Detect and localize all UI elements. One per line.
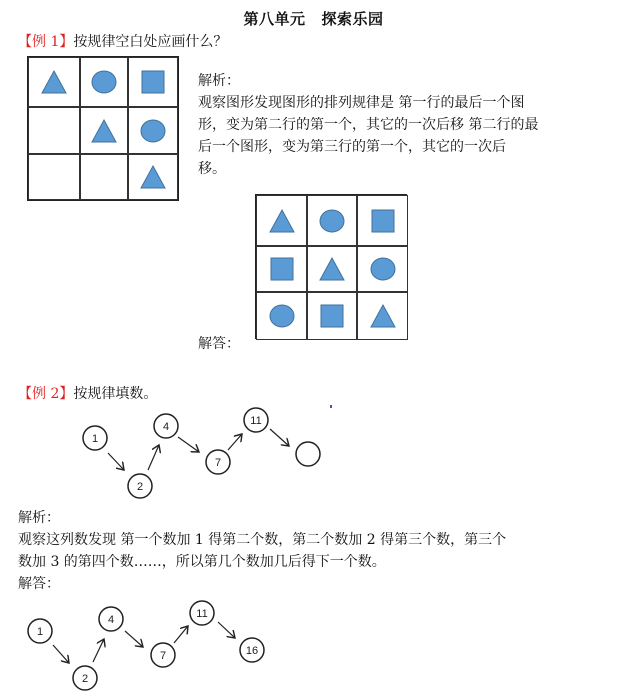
sequence-node bbox=[151, 643, 175, 667]
grid-cell-circle bbox=[307, 195, 357, 246]
triangle-icon bbox=[317, 254, 347, 284]
unit-name: 探索乐园 bbox=[321, 10, 384, 28]
square-icon bbox=[368, 206, 398, 236]
grid-cell-triangle bbox=[307, 246, 357, 292]
puzzle-grid bbox=[27, 56, 179, 201]
stray-mark-icon bbox=[330, 405, 332, 408]
sequence-node bbox=[128, 474, 152, 498]
example-1-analysis bbox=[198, 70, 538, 180]
sequence-node bbox=[206, 450, 230, 474]
grid-cell-square bbox=[307, 292, 357, 340]
analysis-line: 数加 3 的第四个数……，所以第几个数加几后得下一个数。 bbox=[18, 554, 386, 570]
analysis-line: 观察这列数发现 第一个数加 1 得第二个数，第二个数加 2 得第三个数，第三个 bbox=[18, 532, 507, 548]
grid-cell-triangle bbox=[357, 292, 408, 340]
triangle-icon bbox=[368, 301, 398, 331]
page-title bbox=[0, 8, 627, 29]
arrow-icon bbox=[174, 626, 188, 643]
arrow-icon bbox=[228, 434, 242, 450]
sequence-node bbox=[154, 414, 178, 438]
grid-cell-square bbox=[357, 195, 408, 246]
sequence-node-answer bbox=[240, 638, 264, 662]
unit-label: 第八单元 bbox=[243, 10, 306, 28]
svg-text:16: 16 bbox=[245, 645, 259, 657]
grid-cell-triangle bbox=[256, 195, 307, 246]
sequence-diagram bbox=[0, 395, 360, 505]
arrow-icon bbox=[53, 645, 69, 663]
svg-text:7: 7 bbox=[214, 457, 222, 469]
example-2-question: 按规律填数。 bbox=[73, 386, 158, 402]
sequence-node bbox=[28, 619, 52, 643]
grid-cell-triangle bbox=[28, 57, 80, 107]
analysis-label: 解析： bbox=[198, 73, 240, 89]
circle-icon bbox=[267, 301, 297, 331]
answer-sequence-diagram bbox=[0, 595, 300, 692]
square-icon bbox=[317, 301, 347, 331]
grid-cell-circle bbox=[128, 107, 178, 154]
sequence-node bbox=[99, 607, 123, 631]
arrow-icon bbox=[125, 631, 143, 647]
square-icon bbox=[138, 67, 168, 97]
arrow-icon bbox=[148, 445, 159, 470]
svg-text:4: 4 bbox=[162, 421, 170, 433]
example-1-heading bbox=[18, 31, 227, 51]
circle-icon bbox=[138, 116, 168, 146]
triangle-icon bbox=[89, 116, 119, 146]
arrow-icon bbox=[218, 622, 235, 638]
svg-text:11: 11 bbox=[250, 415, 262, 427]
arrow-icon bbox=[178, 437, 199, 452]
grid-cell-empty bbox=[80, 154, 128, 200]
svg-text:1: 1 bbox=[91, 433, 99, 445]
circle-icon bbox=[317, 206, 347, 236]
arrow-icon bbox=[108, 453, 124, 470]
circle-icon bbox=[368, 254, 398, 284]
analysis-line: 观察图形发现图形的排列规律是 第一行的最后一个图 bbox=[198, 95, 525, 111]
example-2-analysis bbox=[18, 507, 506, 595]
answer-label: 解答： bbox=[18, 576, 60, 592]
circle-icon bbox=[89, 67, 119, 97]
sequence-node bbox=[244, 408, 268, 432]
sequence-node bbox=[190, 601, 214, 625]
svg-text:7: 7 bbox=[159, 650, 167, 662]
grid-cell-circle bbox=[80, 57, 128, 107]
arrow-icon bbox=[93, 639, 104, 662]
example-1-tag: 【例 1】 bbox=[18, 34, 74, 50]
triangle-icon bbox=[138, 162, 168, 192]
sequence-node bbox=[73, 666, 97, 690]
arrow-icon bbox=[270, 429, 289, 446]
svg-text:2: 2 bbox=[136, 481, 144, 493]
svg-text:1: 1 bbox=[36, 626, 44, 638]
sequence-node-blank bbox=[296, 442, 320, 466]
example-2-tag: 【例 2】 bbox=[18, 386, 74, 402]
grid-cell-circle bbox=[357, 246, 408, 292]
example-1-answer-label: 解答： bbox=[198, 336, 240, 352]
example-1-question: 按规律空白处应画什么？ bbox=[73, 34, 228, 50]
svg-text:11: 11 bbox=[196, 608, 208, 620]
grid-cell-triangle bbox=[128, 154, 178, 200]
analysis-line: 移。 bbox=[198, 161, 226, 177]
answer-grid bbox=[255, 194, 407, 339]
svg-text:2: 2 bbox=[81, 673, 89, 685]
sequence-node bbox=[83, 426, 107, 450]
grid-cell-empty bbox=[28, 107, 80, 154]
square-icon bbox=[267, 254, 297, 284]
grid-cell-empty bbox=[28, 154, 80, 200]
triangle-icon bbox=[39, 67, 69, 97]
svg-text:4: 4 bbox=[107, 614, 115, 626]
triangle-icon bbox=[267, 206, 297, 236]
grid-cell-square bbox=[256, 246, 307, 292]
grid-cell-triangle bbox=[80, 107, 128, 154]
grid-cell-square bbox=[128, 57, 178, 107]
analysis-line: 后一个图形，变为第三行的第一个，其它的一次后 bbox=[198, 139, 506, 155]
analysis-label: 解析： bbox=[18, 510, 60, 526]
analysis-line: 形，变为第二行的第一个，其它的一次后移 第二行的最 bbox=[198, 117, 539, 133]
grid-cell-circle bbox=[256, 292, 307, 340]
